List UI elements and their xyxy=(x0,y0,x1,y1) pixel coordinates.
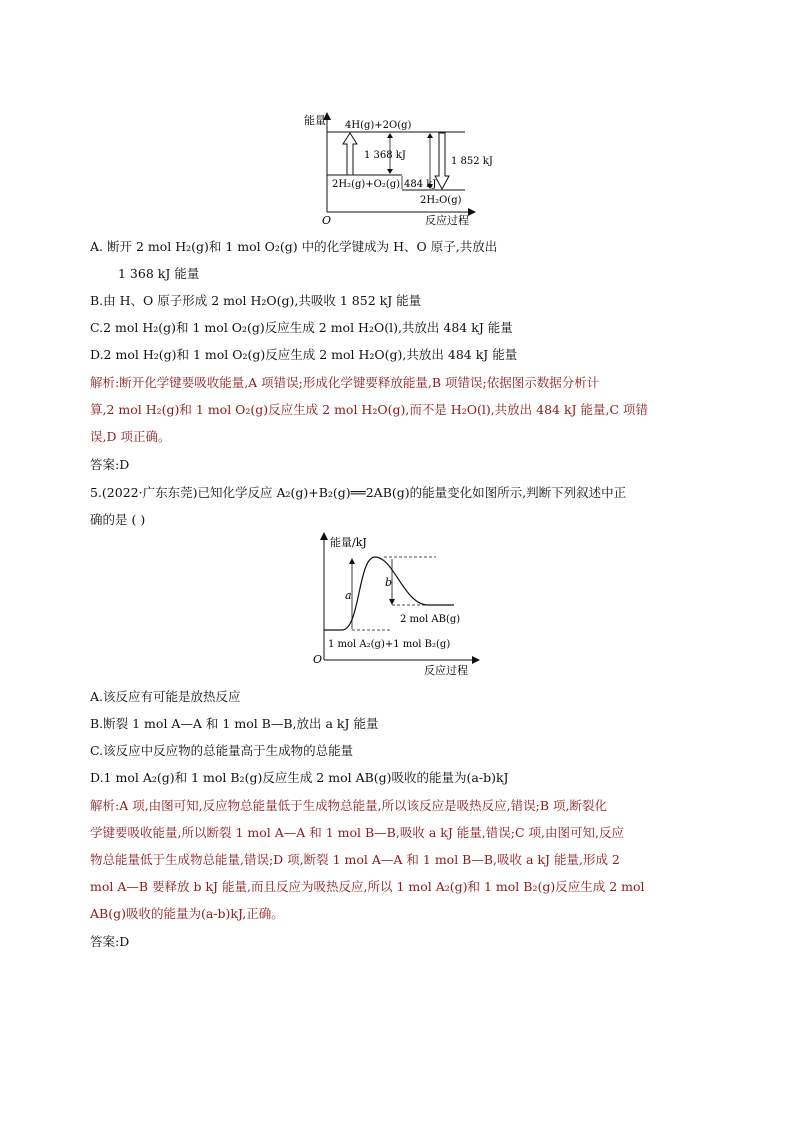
origin-label: O xyxy=(313,653,323,666)
absorb-value: 1 368 kJ xyxy=(364,150,406,161)
q4-analysis-1: 解析:断开化学键要吸收能量,A 项错误;形成化学键要释放能量,B 项错误;依据图示数据分析计 xyxy=(90,375,600,390)
net-value: 484 kJ xyxy=(404,179,437,190)
q5-analysis-4: mol A—B 要释放 b kJ 能量,而且反应为吸热反应,所以 1 mol A₂(g)和 1 mol B₂(g)反应生成 2 mol xyxy=(90,879,645,894)
reactant-label: 1 mol A₂(g)+1 mol B₂(g) xyxy=(328,639,451,650)
mid-level-label: 2H₂(g)+O₂(g) xyxy=(332,179,401,190)
q5-option-d: D.1 mol A₂(g)和 1 mol B₂(g)反应生成 2 mol AB(g)吸收的能量为(a-b)kJ xyxy=(90,770,509,785)
q5-option-a: A.该反应有可能是放热反应 xyxy=(90,689,241,704)
absorb-arrow xyxy=(343,133,357,175)
label-a: a xyxy=(345,589,352,602)
q4-option-a-cont: 1 368 kJ 能量 xyxy=(118,266,200,281)
q4-analysis-3: 误,D 项正确。 xyxy=(90,429,171,444)
release-arrow xyxy=(435,133,449,189)
q5-stem-1: 5.(2022·广东东莞)已知化学反应 A₂(g)+B₂(g)══2AB(g)的能量变化如图所示,判断下列叙述中正 xyxy=(90,485,627,500)
q5-stem-2: 确的是 ( ) xyxy=(90,512,146,527)
energy-diagram-2 xyxy=(308,532,488,680)
low-level-label: 2H₂O(g) xyxy=(420,195,462,206)
q5-analysis-2: 学键要吸收能量,所以断裂 1 mol A—A 和 1 mol B—B,吸收 a kJ 能量,错误;C 项,由图可知,反应 xyxy=(90,825,624,840)
x-axis-label: 反应过程 xyxy=(425,214,469,227)
product-label: 2 mol AB(g) xyxy=(400,614,461,625)
q5-analysis-5: AB(g)吸收的能量为(a-b)kJ,正确。 xyxy=(90,906,284,921)
q5-analysis-1: 解析:A 项,由图可知,反应物总能量低于生成物总能量,所以该反应是吸热反应,错误;B 项,断裂化 xyxy=(90,798,607,813)
q4-option-b: B.由 H、O 原子形成 2 mol H₂O(g),共吸收 1 852 kJ 能量 xyxy=(90,293,422,308)
origin-label: O xyxy=(322,214,332,227)
q4-analysis-2: 算,2 mol H₂(g)和 1 mol O₂(g)反应生成 2 mol H₂O(g),而不是 H₂O(l),共放出 484 kJ 能量,C 项错 xyxy=(90,402,649,417)
q5-analysis-3: 物总能量低于生成物总能量,错误;D 项,断裂 1 mol A—A 和 1 mol B—B,吸收 a kJ 能量,形成 2 xyxy=(90,852,620,867)
y-axis-label: 能量 xyxy=(304,114,326,127)
q4-option-a: A. 断开 2 mol H₂(g)和 1 mol O₂(g) 中的化学键成为 H、O 原子,共放出 xyxy=(90,239,498,254)
q4-answer: 答案:D xyxy=(90,457,130,472)
release-value: 1 852 kJ xyxy=(451,156,493,167)
q5-option-b: B.断裂 1 mol A—A 和 1 mol B—B,放出 a kJ 能量 xyxy=(90,716,379,731)
energy-diagram-1 xyxy=(300,112,500,230)
top-level-label: 4H(g)+2O(g) xyxy=(345,120,412,131)
q5-option-c: C.该反应中反应物的总能量高于生成物的总能量 xyxy=(90,743,354,758)
y-axis-label: 能量/kJ xyxy=(330,536,367,549)
q5-answer: 答案:D xyxy=(90,934,130,949)
label-b: b xyxy=(385,576,393,589)
q4-option-c: C.2 mol H₂(g)和 1 mol O₂(g)反应生成 2 mol H₂O(l),共放出 484 kJ 能量 xyxy=(90,320,513,335)
q4-option-d: D.2 mol H₂(g)和 1 mol O₂(g)反应生成 2 mol H₂O(g),共放出 484 kJ 能量 xyxy=(90,347,518,362)
x-axis-label: 反应过程 xyxy=(424,664,468,677)
